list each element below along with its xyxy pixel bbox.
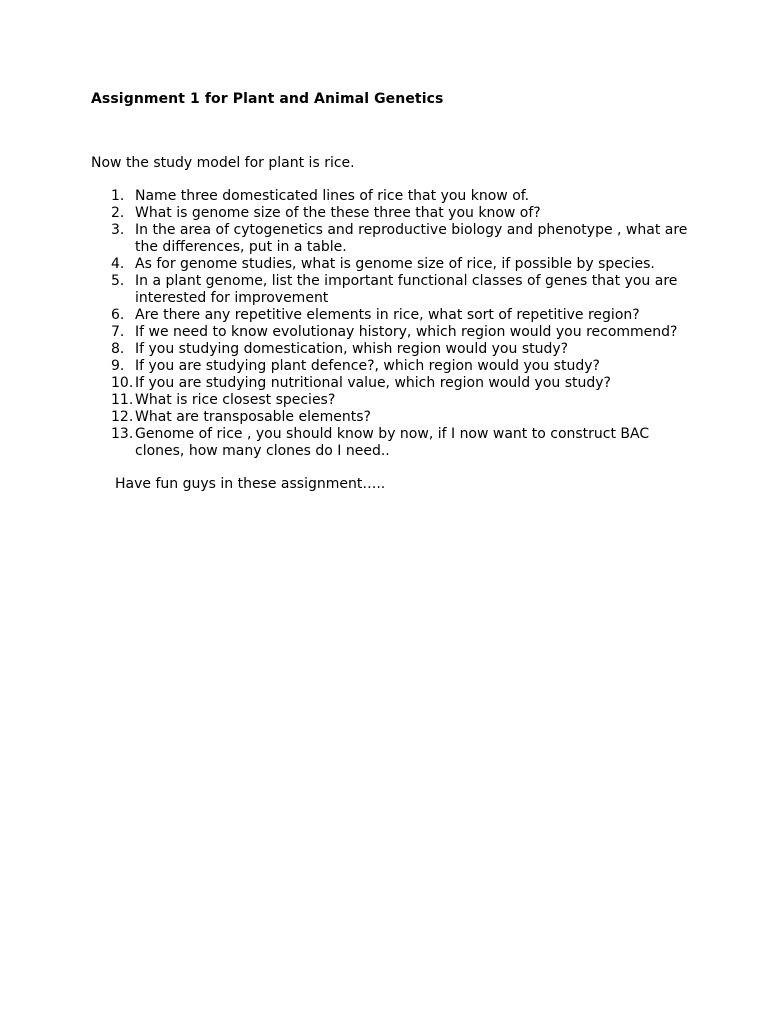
question-text: As for genome studies, what is genome size of rice, if possible by species.	[135, 256, 655, 272]
question-item	[91, 375, 691, 392]
question-number: 11.	[111, 392, 134, 408]
question-text: If you are studying nutritional value, which region would you study?	[135, 375, 611, 391]
closing-text: Have fun guys in these assignment…..	[115, 476, 386, 492]
question-text: If you are studying plant defence?, which region would you study?	[135, 358, 600, 374]
question-text: What is genome size of the these three that you know of?	[135, 205, 541, 221]
question-number: 10.	[111, 375, 134, 391]
question-number: 9.	[111, 358, 125, 374]
question-number: 3.	[111, 222, 125, 238]
question-item	[91, 307, 691, 324]
question-item	[91, 358, 691, 375]
question-number: 7.	[111, 324, 125, 340]
question-item	[91, 205, 691, 222]
document-title: Assignment 1 for Plant and Animal Genetics	[91, 91, 444, 107]
question-item	[91, 222, 691, 256]
question-text: If we need to know evolutionay history, which region would you recommend?	[135, 324, 678, 340]
question-item	[91, 341, 691, 358]
question-number: 5.	[111, 273, 125, 289]
question-list	[91, 188, 691, 460]
question-item	[91, 392, 691, 409]
question-item	[91, 409, 691, 426]
question-number: 6.	[111, 307, 125, 323]
question-text: Name three domesticated lines of rice that you know of.	[135, 188, 530, 204]
question-text: Are there any repetitive elements in rice, what sort of repetitive region?	[135, 307, 640, 323]
question-text: Genome of rice , you should know by now, if I now want to construct BAC clones, how many clones do I need..	[135, 426, 650, 459]
question-text: What are transposable elements?	[135, 409, 371, 425]
question-text: In a plant genome, list the important functional classes of genes that you are interested for improvement	[135, 273, 678, 306]
question-item	[91, 188, 691, 205]
question-text: In the area of cytogenetics and reproductive biology and phenotype , what are the differences, put in a table.	[135, 222, 688, 255]
question-number: 12.	[111, 409, 134, 425]
question-number: 13.	[111, 426, 134, 442]
question-item	[91, 256, 691, 273]
question-item	[91, 324, 691, 341]
question-number: 2.	[111, 205, 125, 221]
question-number: 8.	[111, 341, 125, 357]
question-text: If you studying domestication, whish region would you study?	[135, 341, 569, 357]
question-text: What is rice closest species?	[135, 392, 336, 408]
question-item	[91, 426, 691, 460]
question-item	[91, 273, 691, 307]
intro-text: Now the study model for plant is rice.	[91, 155, 355, 171]
question-number: 4.	[111, 256, 125, 272]
question-number: 1.	[111, 188, 125, 204]
